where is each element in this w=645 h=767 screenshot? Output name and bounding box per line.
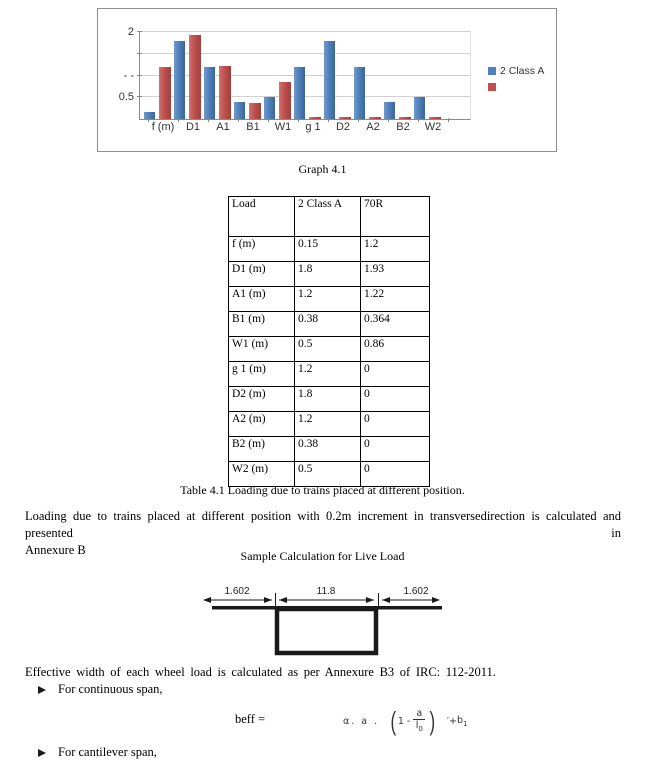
x-axis-label: B2 <box>396 121 410 133</box>
x-axis-label: D1 <box>185 121 201 133</box>
loading-table <box>228 196 430 487</box>
table-row <box>229 262 430 287</box>
bar-70r-W2 <box>429 117 441 119</box>
value-cell: 1.93 <box>361 262 430 287</box>
legend-item <box>488 79 544 95</box>
value-cell: 0 <box>361 462 430 487</box>
table-caption: Table 4.1 Loading due to trains placed at different position. <box>180 483 465 497</box>
x-axis-tick <box>328 118 329 122</box>
value-cell: 0.86 <box>361 337 430 362</box>
x-axis-label: f (m) <box>151 121 175 133</box>
value-cell: 1.2 <box>295 412 361 437</box>
formula-fraction <box>413 709 425 733</box>
legend-swatch <box>488 83 496 91</box>
x-axis-tick <box>208 118 209 122</box>
y-axis-tick <box>137 31 142 32</box>
close-paren: ) <box>429 706 436 736</box>
formula-lhs <box>235 712 265 727</box>
row-label-cell: D2 (m) <box>229 387 295 412</box>
legend-item <box>488 63 544 79</box>
value-cell: 0.364 <box>361 312 430 337</box>
bullet-cantilever-span <box>38 745 157 760</box>
bar-2-class-a-W1 <box>264 97 275 119</box>
formula-alpha-part: α. a . <box>343 715 380 727</box>
row-label-cell: A2 (m) <box>229 412 295 437</box>
value-cell: 1.8 <box>295 262 361 287</box>
x-axis-tick <box>268 118 269 122</box>
bar-70r-D2 <box>339 117 351 119</box>
value-cell: 0.15 <box>295 237 361 262</box>
value-cell: 0.38 <box>295 312 361 337</box>
bar-70r-B1 <box>249 103 261 119</box>
arrow-bullet-icon <box>38 686 46 694</box>
loading-table-body <box>229 237 430 487</box>
bar-70r-g1 <box>309 117 321 119</box>
formula-lhs-base: beff <box>235 712 255 726</box>
x-axis-tick <box>448 118 449 122</box>
fraction-denominator <box>416 720 423 733</box>
chart-legend <box>488 63 544 95</box>
row-label-cell: B1 (m) <box>229 312 295 337</box>
bar-2-class-a-D1 <box>174 41 185 119</box>
bar-2-class-a-A1 <box>204 67 215 119</box>
bar-70r-B2 <box>399 117 411 119</box>
row-label-cell: A1 (m) <box>229 287 295 312</box>
x-axis-tick <box>388 118 389 122</box>
bridge-cross-section-diagram <box>200 580 445 662</box>
table-row <box>229 437 430 462</box>
x-axis-label: W2 <box>424 121 442 133</box>
table-row <box>229 412 430 437</box>
value-cell: 1.22 <box>361 287 430 312</box>
x-axis-label: A1 <box>216 121 230 133</box>
dimension-label-left: 1.602 <box>224 586 250 597</box>
y-axis-tick <box>137 53 142 54</box>
y-axis-tick <box>137 96 142 97</box>
graph-caption: Graph 4.1 <box>298 162 347 176</box>
bar-2-class-a-g1 <box>294 67 305 119</box>
bar-70r-A2 <box>369 117 381 119</box>
denominator-base: l <box>415 720 419 732</box>
bar-2-class-a-W2 <box>414 97 425 119</box>
arrow-bullet-icon <box>38 749 46 757</box>
open-paren: ( <box>390 706 397 736</box>
beff-formula <box>0 700 645 750</box>
sample-calculation-heading: Sample Calculation for Live Load <box>240 549 405 563</box>
value-cell: 0 <box>361 412 430 437</box>
row-label-cell: W1 (m) <box>229 337 295 362</box>
bar-70r-D1 <box>189 35 201 119</box>
table-row <box>229 337 430 362</box>
loading-paragraph-line1: Loading due to trains placed at different position with 0.2m increment in transversedirection is calculated and presented in <box>25 509 621 540</box>
y-axis-label: - - <box>123 69 134 82</box>
bar-70r-f(m) <box>159 67 171 119</box>
formula-one-minus: 1 - <box>397 715 411 727</box>
denominator-sub: 0 <box>418 725 423 734</box>
b-sub: 1 <box>463 719 468 728</box>
col-header-70r: 70R <box>361 197 430 237</box>
x-axis-tick <box>238 118 239 122</box>
table-row <box>229 387 430 412</box>
x-axis-tick <box>358 118 359 122</box>
x-axis-label: D2 <box>335 121 351 133</box>
bar-2-class-a-A2 <box>354 67 365 119</box>
col-header-load: Load <box>229 197 295 237</box>
table-row <box>229 362 430 387</box>
table-header-row <box>229 197 430 237</box>
value-cell: 0.38 <box>295 437 361 462</box>
value-cell: 0.5 <box>295 337 361 362</box>
bar-chart <box>97 8 557 152</box>
table-row <box>229 287 430 312</box>
row-label-cell: D1 (m) <box>229 262 295 287</box>
chart-plot <box>118 26 471 120</box>
loading-paragraph-line2: Annexure B <box>25 543 86 557</box>
y-axis-label: 0.5 <box>118 91 134 104</box>
bar-2-class-a-B2 <box>384 102 395 119</box>
b-base: b <box>456 714 463 726</box>
value-cell: 0 <box>361 387 430 412</box>
bullet-cantilever-label: For cantilever span, <box>58 745 157 759</box>
x-axis-tick <box>148 118 149 122</box>
bar-70r-W1 <box>279 82 291 119</box>
value-cell: 1.2 <box>295 362 361 387</box>
x-axis-label: g 1 <box>305 121 321 133</box>
legend-label: 2 Class A <box>500 65 545 77</box>
bar-2-class-a-B1 <box>234 102 245 119</box>
value-cell: 0 <box>361 437 430 462</box>
value-cell: 1.2 <box>361 237 430 262</box>
row-label-cell: B2 (m) <box>229 437 295 462</box>
legend-swatch <box>488 67 496 75</box>
formula-lhs-eq: = <box>254 712 266 726</box>
x-axis-label: A2 <box>366 121 380 133</box>
formula-b1 <box>457 715 468 728</box>
bar-70r-A1 <box>219 66 231 119</box>
row-label-cell: f (m) <box>229 237 295 262</box>
x-axis-tick <box>298 118 299 122</box>
bullet-continuous-label: For continuous span, <box>58 682 163 696</box>
value-cell: 0 <box>361 362 430 387</box>
col-header-2classa: 2 Class A <box>295 197 361 237</box>
row-label-cell: W2 (m) <box>229 462 295 487</box>
x-axis-tick <box>178 118 179 122</box>
fraction-numerator: a <box>413 709 425 721</box>
row-label-cell: g 1 (m) <box>229 362 295 387</box>
formula-tail-plus: ′+ <box>446 715 457 727</box>
dimension-label-middle: 11.8 <box>316 586 336 597</box>
x-axis-label: B1 <box>246 121 260 133</box>
dimension-label-right: 1.602 <box>403 586 429 597</box>
table-row <box>229 237 430 262</box>
bar-2-class-a-D2 <box>324 41 335 119</box>
bullet-continuous-span <box>38 682 163 697</box>
formula-rhs <box>343 706 467 736</box>
value-cell: 0.5 <box>295 462 361 487</box>
table-row <box>229 312 430 337</box>
y-axis-label: 2 <box>127 26 134 38</box>
effective-width-paragraph: Effective width of each wheel load is calculated as per Annexure B3 of IRC: 112-2011. <box>25 665 496 679</box>
x-axis-tick <box>418 118 419 122</box>
y-axis-tick <box>137 75 142 76</box>
x-axis-label: W1 <box>274 121 292 133</box>
value-cell: 1.2 <box>295 287 361 312</box>
bar-2-class-a-f(m) <box>144 112 155 119</box>
value-cell: 1.8 <box>295 387 361 412</box>
